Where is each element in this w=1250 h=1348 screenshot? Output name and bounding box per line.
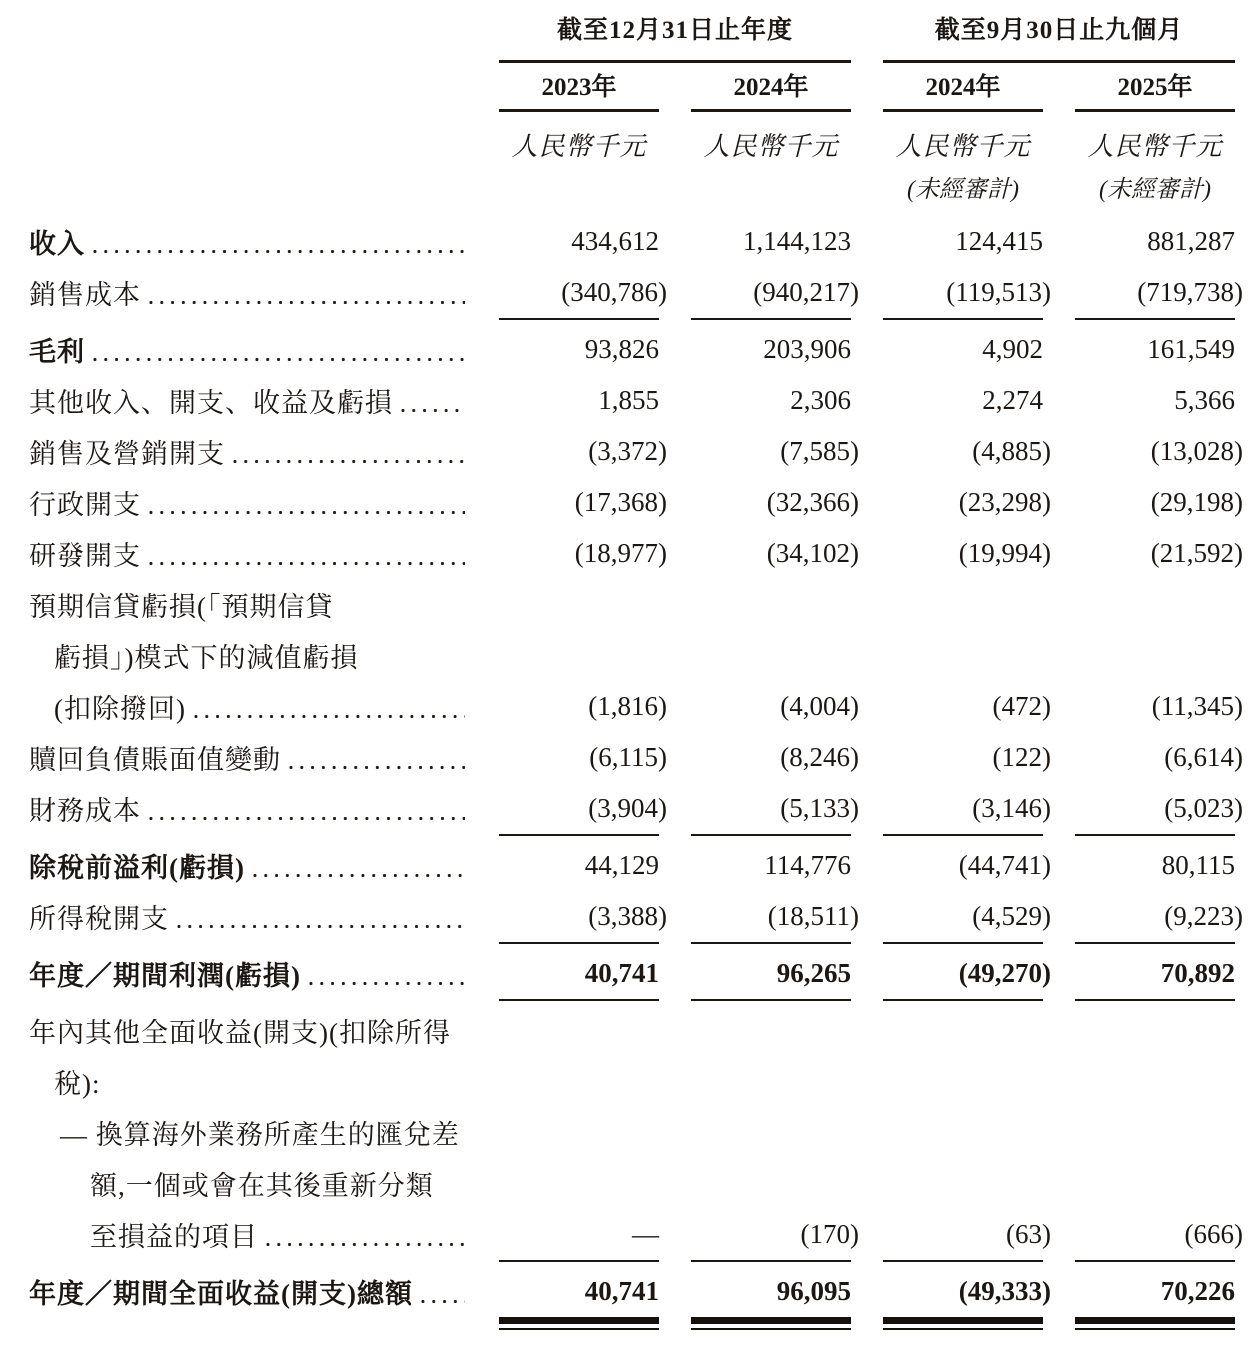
fx-translation-differences-value-col1: — — [632, 1219, 659, 1249]
single-rule — [499, 942, 659, 944]
change-in-carrying-amount-redemption-liabilities-value-col2: (8,246) — [780, 742, 859, 772]
expected-credit-losses-value-col3: (472) — [992, 691, 1051, 721]
profit-before-tax-value-col4: 80,115 — [1161, 850, 1235, 880]
fx-translation-differences-label-text: 至損益的項目 — [90, 1222, 258, 1252]
total-comprehensive-income-value-col1: 40,741 — [584, 1276, 659, 1306]
row-fx-translation-differences-line-3 — [0, 1209, 1250, 1260]
total-comprehensive-income-label — [29, 1266, 467, 1317]
single-rule — [691, 1260, 851, 1262]
other-income-expenses-gains-losses-value-col4: 5,366 — [1174, 385, 1235, 415]
double-rule — [691, 1317, 851, 1330]
profit-for-year-period-label-text: 年度／期間利潤(虧損) — [29, 961, 301, 991]
unaudited-label: (未經審計) — [1099, 177, 1211, 203]
double-rule — [883, 1317, 1043, 1330]
income-tax-expense-value-col4: (9,223) — [1164, 901, 1243, 931]
cost-of-sales-value-col3: (119,513) — [946, 277, 1051, 307]
col-year-2024: 2024年 — [691, 73, 851, 112]
unit-label: 人民幣千元 — [511, 132, 647, 161]
other-income-expenses-gains-losses-label — [29, 375, 467, 426]
gross-profit-label — [29, 324, 467, 375]
profit-for-year-period-label — [29, 948, 467, 999]
row-expected-credit-losses-line-3 — [0, 681, 1250, 732]
unaudited-row — [0, 176, 1250, 204]
rd-expenses-value-col2: (34,102) — [766, 538, 859, 568]
rd-expenses-value-col1: (18,977) — [574, 538, 667, 568]
dot-leader — [399, 375, 465, 426]
rd-expenses-label-text: 研發開支 — [29, 541, 141, 571]
single-rule — [499, 834, 659, 836]
row-total-comprehensive-income-line-1 — [0, 1266, 1250, 1317]
administrative-expenses-label-text: 行政開支 — [29, 490, 141, 520]
administrative-expenses-value-col4: (29,198) — [1150, 487, 1243, 517]
revenue-value-col2: 1,144,123 — [743, 226, 851, 256]
single-rule — [691, 834, 851, 836]
revenue-label-text: 收入 — [29, 229, 85, 259]
profit-for-year-period-value-col3: (49,270) — [958, 958, 1051, 988]
cost-of-sales-label-text: 銷售成本 — [29, 280, 141, 310]
dot-leader — [175, 891, 465, 942]
change-in-carrying-amount-redemption-liabilities-value-col1: (6,115) — [589, 742, 667, 772]
selling-marketing-expenses-value-col2: (7,585) — [780, 436, 859, 466]
fx-translation-differences-value-col3: (63) — [1006, 1219, 1051, 1249]
row-other-comprehensive-income-header-line-2 — [0, 1056, 1250, 1107]
gross-profit-value-col2: 203,906 — [763, 334, 851, 364]
income-tax-expense-value-col3: (4,529) — [972, 901, 1051, 931]
row-other-income-expenses-gains-losses-line-1 — [0, 375, 1250, 426]
dot-leader — [147, 267, 465, 318]
other-comprehensive-income-header-label — [29, 1005, 467, 1056]
single-rule — [883, 1260, 1043, 1262]
dot-leader — [419, 1266, 465, 1317]
change-in-carrying-amount-redemption-liabilities-label-text: 贖回負債賬面值變動 — [29, 745, 281, 775]
period-group-annual: 截至12月31日止年度 — [499, 16, 851, 63]
row-profit-for-year-period-line-1 — [0, 948, 1250, 999]
dot-leader — [147, 477, 465, 528]
finance-costs-label-text: 財務成本 — [29, 796, 141, 826]
profit-before-tax-value-col1: 44,129 — [584, 850, 659, 880]
total-comprehensive-income-value-col3: (49,333) — [958, 1276, 1051, 1306]
other-income-expenses-gains-losses-label-text: 其他收入、開支、收益及虧損 — [29, 388, 393, 418]
row-fx-translation-differences-line-2 — [0, 1158, 1250, 1209]
gross-profit-value-col1: 93,826 — [584, 334, 659, 364]
revenue-value-col4: 881,287 — [1147, 226, 1235, 256]
gross-profit-value-col3: 4,902 — [982, 334, 1043, 364]
expected-credit-losses-label-text: 虧損」)模式下的減值虧損 — [54, 643, 359, 673]
expected-credit-losses-value-col4: (11,345) — [1151, 691, 1243, 721]
fx-translation-differences-label — [29, 1209, 467, 1260]
dot-leader — [307, 948, 465, 999]
single-rule — [1075, 1260, 1235, 1262]
col-year-2023: 2023年 — [499, 73, 659, 112]
gross-profit-value-col4: 161,549 — [1147, 334, 1235, 364]
row-fx-translation-differences-line-1 — [0, 1107, 1250, 1158]
other-income-expenses-gains-losses-value-col1: 1,855 — [598, 385, 659, 415]
profit-before-tax-value-col2: 114,776 — [764, 850, 851, 880]
other-income-expenses-gains-losses-value-col2: 2,306 — [790, 385, 851, 415]
cost-of-sales-label — [29, 267, 467, 318]
rd-expenses-value-col4: (21,592) — [1150, 538, 1243, 568]
total-comprehensive-income-value-col2: 96,095 — [776, 1276, 851, 1306]
revenue-value-col3: 124,415 — [955, 226, 1043, 256]
single-rule — [1075, 942, 1235, 944]
other-comprehensive-income-header-label-text: 稅): — [54, 1069, 101, 1099]
row-expected-credit-losses-line-2 — [0, 630, 1250, 681]
expected-credit-losses-label — [29, 630, 467, 681]
single-rule — [883, 999, 1043, 1001]
profit-before-tax-value-col3: (44,741) — [958, 850, 1051, 880]
finance-costs-label — [29, 783, 467, 834]
row-cost-of-sales-line-1 — [0, 267, 1250, 318]
total-comprehensive-income-label-text: 年度／期間全面收益(開支)總額 — [29, 1279, 413, 1309]
fx-translation-differences-label — [29, 1158, 467, 1209]
currency-unit-row — [0, 132, 1250, 162]
finance-costs-value-col3: (3,146) — [972, 793, 1051, 823]
income-tax-expense-value-col1: (3,388) — [588, 901, 667, 931]
period-group-header-row — [0, 0, 1250, 63]
double-rule — [1075, 1317, 1235, 1330]
unit-label: 人民幣千元 — [703, 132, 839, 161]
expected-credit-losses-label-text: 預期信貸虧損(「預期信貸 — [29, 592, 334, 622]
profit-before-tax-label — [29, 840, 467, 891]
single-rule — [883, 942, 1043, 944]
single-rule — [691, 999, 851, 1001]
row-finance-costs-line-1 — [0, 783, 1250, 834]
empty-cell — [29, 1317, 467, 1335]
fx-translation-differences-label-text: — 換算海外業務所產生的匯兌差 — [60, 1120, 460, 1150]
single-rule — [499, 999, 659, 1001]
row-income-tax-expense-line-1 — [0, 891, 1250, 942]
total-comprehensive-income-rule-double — [0, 1317, 1250, 1335]
dot-leader — [147, 528, 465, 579]
dot-leader — [91, 216, 465, 267]
row-rd-expenses-line-1 — [0, 528, 1250, 579]
gross-profit-label-text: 毛利 — [29, 337, 85, 367]
rd-expenses-label — [29, 528, 467, 579]
period-group-nine-months: 截至9月30日止九個月 — [883, 16, 1235, 63]
fx-translation-differences-value-col4: (666) — [1184, 1219, 1243, 1249]
unaudited-label: (未經審計) — [907, 177, 1019, 203]
dot-leader — [287, 732, 465, 783]
unit-label: 人民幣千元 — [895, 132, 1031, 161]
change-in-carrying-amount-redemption-liabilities-label — [29, 732, 467, 783]
col-year-2025-interim: 2025年 — [1075, 73, 1235, 112]
finance-costs-value-col1: (3,904) — [588, 793, 667, 823]
fx-translation-differences-label-text: 額,一個或會在其後重新分類 — [90, 1171, 434, 1201]
selling-marketing-expenses-value-col4: (13,028) — [1150, 436, 1243, 466]
expected-credit-losses-label — [29, 579, 467, 630]
other-comprehensive-income-header-label — [29, 1056, 467, 1107]
expected-credit-losses-value-col1: (1,816) — [588, 691, 667, 721]
row-expected-credit-losses-line-1 — [0, 579, 1250, 630]
finance-costs-value-col2: (5,133) — [780, 793, 859, 823]
profit-for-year-period-value-col4: 70,892 — [1160, 958, 1235, 988]
profit-for-year-period-value-col1: 40,741 — [584, 958, 659, 988]
selling-marketing-expenses-label-text: 銷售及營銷開支 — [29, 439, 225, 469]
selling-marketing-expenses-label — [29, 426, 467, 477]
row-profit-before-tax-line-1 — [0, 840, 1250, 891]
single-rule — [883, 318, 1043, 320]
single-rule — [1075, 318, 1235, 320]
single-rule — [1075, 999, 1235, 1001]
profit-before-tax-label-text: 除稅前溢利(虧損) — [29, 853, 245, 883]
row-change-in-carrying-amount-redemption-liabilities-line-1 — [0, 732, 1250, 783]
year-header-row — [0, 73, 1250, 112]
cost-of-sales-value-col1: (340,786) — [561, 277, 667, 307]
dot-leader — [231, 426, 465, 477]
income-tax-expense-label-text: 所得稅開支 — [29, 904, 169, 934]
dot-leader — [264, 1209, 465, 1260]
cost-of-sales-value-col2: (940,217) — [753, 277, 859, 307]
income-tax-expense-label — [29, 891, 467, 942]
other-income-expenses-gains-losses-value-col3: 2,274 — [982, 385, 1043, 415]
row-gross-profit-line-1 — [0, 324, 1250, 375]
single-rule — [499, 1260, 659, 1262]
administrative-expenses-value-col1: (17,368) — [574, 487, 667, 517]
fx-translation-differences-label — [29, 1107, 467, 1158]
row-selling-marketing-expenses-line-1 — [0, 426, 1250, 477]
dot-leader — [91, 324, 465, 375]
row-other-comprehensive-income-header-line-1 — [0, 1005, 1250, 1056]
unit-label: 人民幣千元 — [1087, 132, 1223, 161]
expected-credit-losses-label — [29, 681, 467, 732]
administrative-expenses-value-col3: (23,298) — [958, 487, 1051, 517]
row-administrative-expenses-line-1 — [0, 477, 1250, 528]
dot-leader — [251, 840, 465, 891]
statement-body — [0, 216, 1250, 1335]
dot-leader — [147, 783, 465, 834]
finance-costs-value-col4: (5,023) — [1164, 793, 1243, 823]
cost-of-sales-value-col4: (719,738) — [1137, 277, 1243, 307]
profit-for-year-period-value-col2: 96,265 — [776, 958, 851, 988]
change-in-carrying-amount-redemption-liabilities-value-col3: (122) — [992, 742, 1051, 772]
revenue-label — [29, 216, 467, 267]
other-comprehensive-income-header-label-text: 年內其他全面收益(開支)(扣除所得 — [29, 1018, 451, 1048]
administrative-expenses-label — [29, 477, 467, 528]
double-rule — [499, 1317, 659, 1330]
single-rule — [1075, 834, 1235, 836]
income-tax-expense-value-col2: (18,511) — [767, 901, 859, 931]
revenue-value-col1: 434,612 — [571, 226, 659, 256]
fx-translation-differences-value-col2: (170) — [800, 1219, 859, 1249]
single-rule — [883, 834, 1043, 836]
change-in-carrying-amount-redemption-liabilities-value-col4: (6,614) — [1164, 742, 1243, 772]
single-rule — [499, 318, 659, 320]
expected-credit-losses-label-text: (扣除撥回) — [54, 694, 186, 724]
col-year-2024-interim: 2024年 — [883, 73, 1043, 112]
single-rule — [691, 318, 851, 320]
dot-leader — [192, 681, 465, 732]
rd-expenses-value-col3: (19,994) — [958, 538, 1051, 568]
total-comprehensive-income-value-col4: 70,226 — [1160, 1276, 1235, 1306]
expected-credit-losses-value-col2: (4,004) — [780, 691, 859, 721]
selling-marketing-expenses-value-col3: (4,885) — [972, 436, 1051, 466]
administrative-expenses-value-col2: (32,366) — [766, 487, 859, 517]
row-revenue-line-1 — [0, 216, 1250, 267]
single-rule — [691, 942, 851, 944]
selling-marketing-expenses-value-col1: (3,372) — [588, 436, 667, 466]
